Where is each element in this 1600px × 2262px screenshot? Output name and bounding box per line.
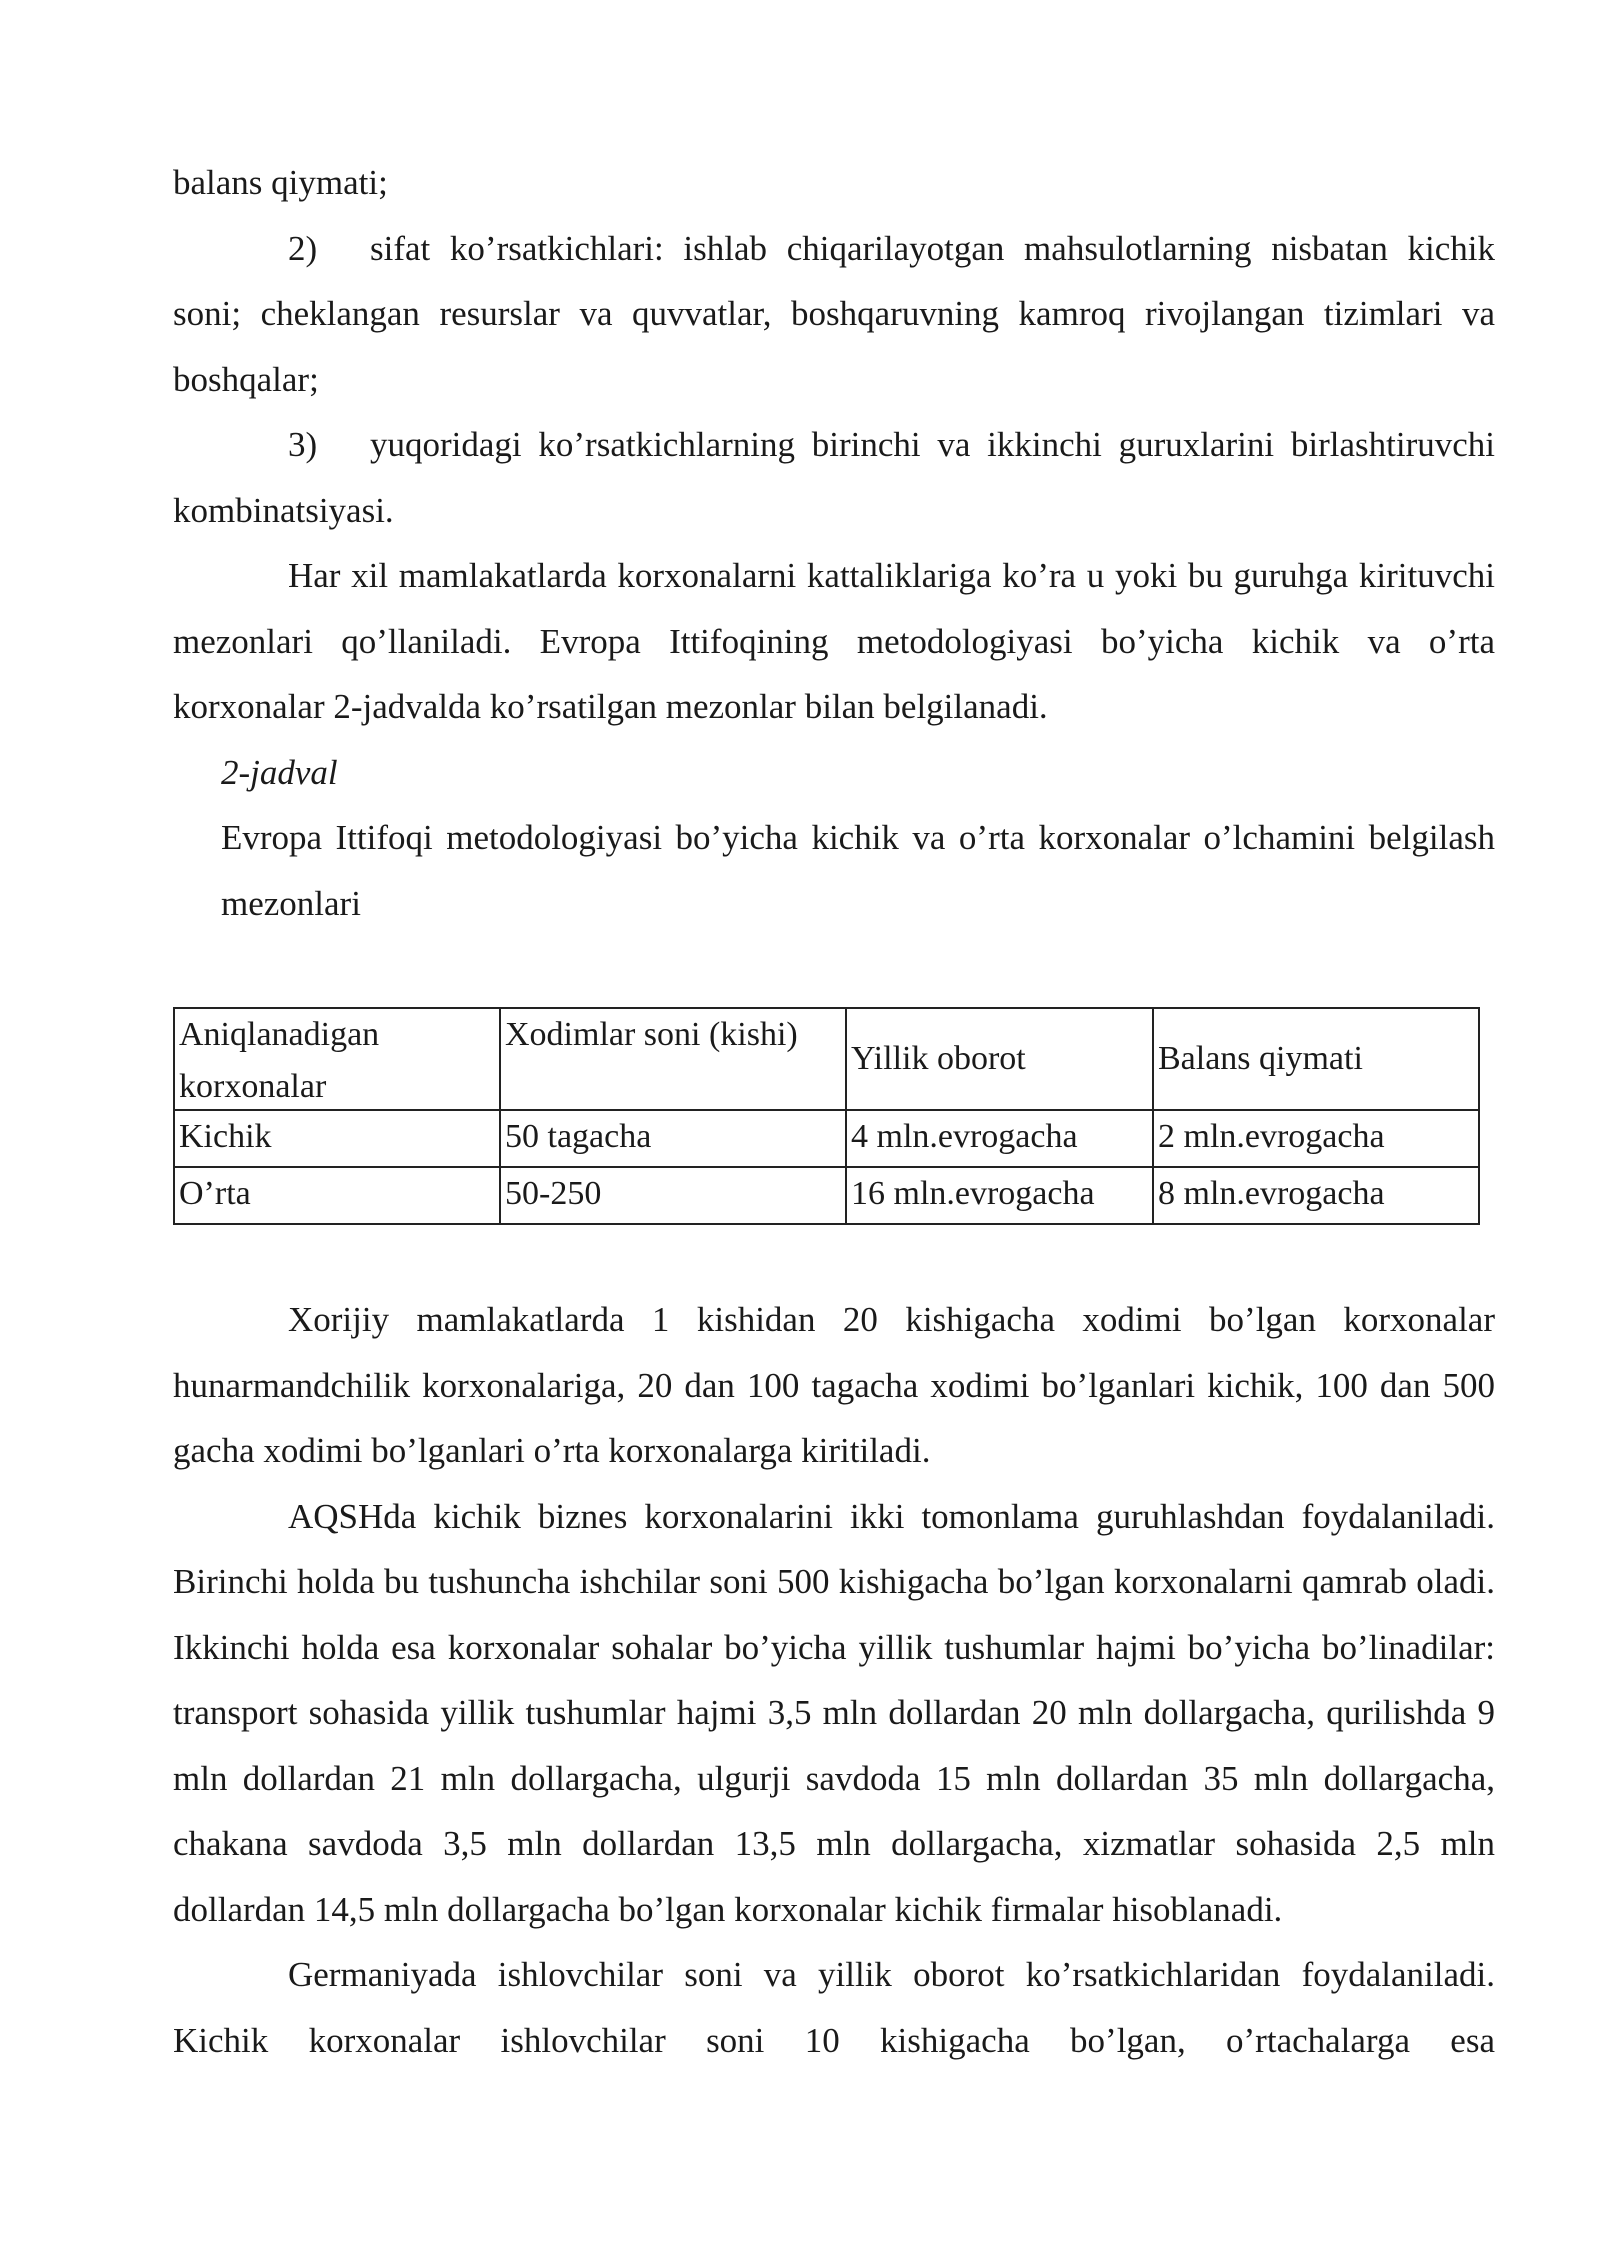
table-cell: 2 mln.evrogacha bbox=[1153, 1110, 1479, 1167]
table-header-cell: Xodimlar soni (kishi) bbox=[500, 1008, 846, 1110]
paragraph-item-2 bbox=[173, 216, 1495, 413]
table-cell: 8 mln.evrogacha bbox=[1153, 1167, 1479, 1224]
table-header-row bbox=[174, 1008, 1479, 1110]
table-cell: 50-250 bbox=[500, 1167, 846, 1224]
list-item-text: yuqoridagi ko’rsatkichlarning birinchi va ikkinchi guruxlarini birlashtiruvchi kombinatsiyasi. bbox=[173, 425, 1495, 530]
document-page bbox=[173, 150, 1495, 2073]
paragraph-usa: AQSHda kichik biznes korxonalarini ikki tomonlama guruhlashdan foydalaniladi. Birinchi holda bu tushuncha ishchilar soni 500 kishigacha bo’lgan korxonalarni qamrab oladi. Ikkinchi holda esa korxonalar sohalar bo’yicha yillik tushumlar hajmi bo’yicha bo’linadilar: transport sohasida yillik tushumlar hajmi 3,5 mln dollardan 20 mln dollargacha, qurilishda 9 mln dollardan 21 mln dollargacha, ulgurji savdoda 15 mln dollardan 35 mln dollargacha, chakana savdoda 3,5 mln dollardan 13,5 mln dollargacha, xizmatlar sohasida 2,5 mln dollardan 14,5 mln dollargacha bo’lgan korxonalar kichik firmalar hisoblanadi. bbox=[173, 1496, 1495, 1929]
table-cell: O’rta bbox=[174, 1167, 500, 1224]
table-cell: 4 mln.evrogacha bbox=[846, 1110, 1153, 1167]
paragraph-item-3 bbox=[173, 412, 1495, 543]
paragraph-germany: Germaniyada ishlovchilar soni va yillik oborot ko’rsatkichlaridan foydalaniladi. Kichik korxonalar ishlovchilar soni 10 kishigacha bo’lgan, o’rtachalarga esa bbox=[173, 1955, 1495, 2060]
table-label: 2-jadval bbox=[221, 752, 338, 792]
criteria-table bbox=[173, 1007, 1480, 1225]
table-cell: Kichik bbox=[174, 1110, 500, 1167]
table-cell: 50 tagacha bbox=[500, 1110, 846, 1167]
list-item-text: sifat ko’rsatkichlari: ishlab chiqarilayotgan mahsulotlarning nisbatan kichik soni; cheklangan resurslar va quvvatlar, boshqaruvning kamroq rivojlangan tizimlari va boshqalar; bbox=[173, 228, 1495, 399]
paragraph-foreign-countries: Xorijiy mamlakatlarda 1 kishidan 20 kishigacha xodimi bo’lgan korxonalar hunarmandchilik korxonalariga, 20 dan 100 tagacha xodimi bo’lganlari kichik, 100 dan 500 gacha xodimi bo’lganlari o’rta korxonalarga kiritiladi. bbox=[173, 1300, 1495, 1470]
table-header-cell: Balans qiymati bbox=[1153, 1008, 1479, 1110]
table-header-cell: Aniqlanadigan korxonalar bbox=[174, 1008, 500, 1110]
table-row bbox=[174, 1167, 1479, 1224]
table-title: Evropa Ittifoqi metodologiyasi bo’yicha kichik va o’rta korxonalar o’lchamini belgilash mezonlari bbox=[221, 818, 1495, 923]
table-header-cell: Yillik oborot bbox=[846, 1008, 1153, 1110]
paragraph-intro-table: Har xil mamlakatlarda korxonalarni kattaliklariga ko’ra u yoki bu guruhga kirituvchi mezonlari qo’llaniladi. Evropa Ittifoqining metodologiyasi bo’yicha kichik va o’rta korxonalar 2-jadvalda ko’rsatilgan mezonlar bilan belgilanadi. bbox=[173, 556, 1495, 726]
table-cell: 16 mln.evrogacha bbox=[846, 1167, 1153, 1224]
list-number: 3) bbox=[288, 425, 318, 464]
paragraph-continuation: balans qiymati; bbox=[173, 163, 388, 202]
table-row bbox=[174, 1110, 1479, 1167]
list-number: 2) bbox=[288, 228, 318, 268]
